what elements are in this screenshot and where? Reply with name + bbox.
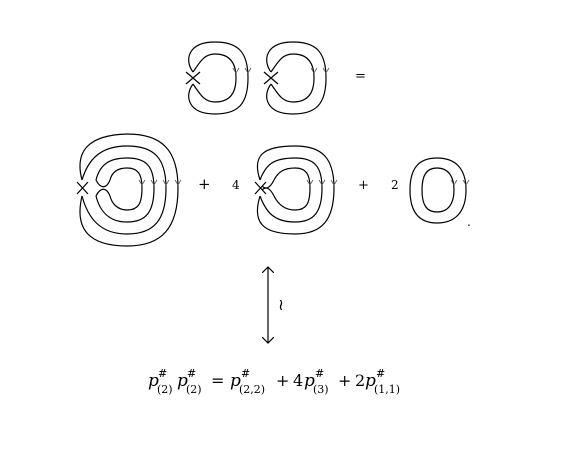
eq-term-5: p (365, 371, 376, 391)
row2-diagram-triple (77, 134, 181, 246)
eq-sub-4: (3) (313, 383, 329, 396)
eq-sub-3: (2,2) (239, 383, 266, 396)
row2-plus-2: + (358, 178, 369, 193)
row1-diagram-right (264, 42, 329, 114)
eq-coef-a: 4 (293, 371, 304, 390)
eq-term-4: p (304, 371, 315, 391)
row1-equals-sign: = (355, 69, 366, 84)
eq-sup-5: # (376, 367, 386, 380)
row1-diagram-left (186, 42, 251, 114)
row2-plus-1: + (198, 175, 211, 193)
eq-term-1: p (148, 371, 159, 391)
eq-sub-5: (1,1) (374, 383, 401, 396)
eq-term-3: p (230, 371, 241, 391)
row2-coefficient-4: 4 (232, 178, 240, 192)
isomorphism-label: ≀ (278, 295, 284, 314)
equation (148, 367, 400, 396)
eq-sup-1: # (158, 367, 168, 380)
eq-plus-b: + (338, 371, 352, 390)
eq-sub-1: (2) (157, 383, 173, 396)
row2-diagram-double (255, 146, 337, 234)
eq-sup-4: # (315, 367, 325, 380)
row2-period: . (467, 215, 471, 229)
eq-equals: = (211, 371, 225, 390)
eq-coef-b: 2 (355, 371, 366, 390)
eq-sup-3: # (241, 367, 251, 380)
row2-coefficient-2: 2 (391, 178, 399, 192)
eq-sup-2: # (187, 367, 197, 380)
eq-plus-a: + (276, 371, 290, 390)
row2-diagram-single (410, 158, 469, 223)
eq-term-2: p (177, 371, 188, 391)
eq-sub-2: (2) (186, 383, 202, 396)
